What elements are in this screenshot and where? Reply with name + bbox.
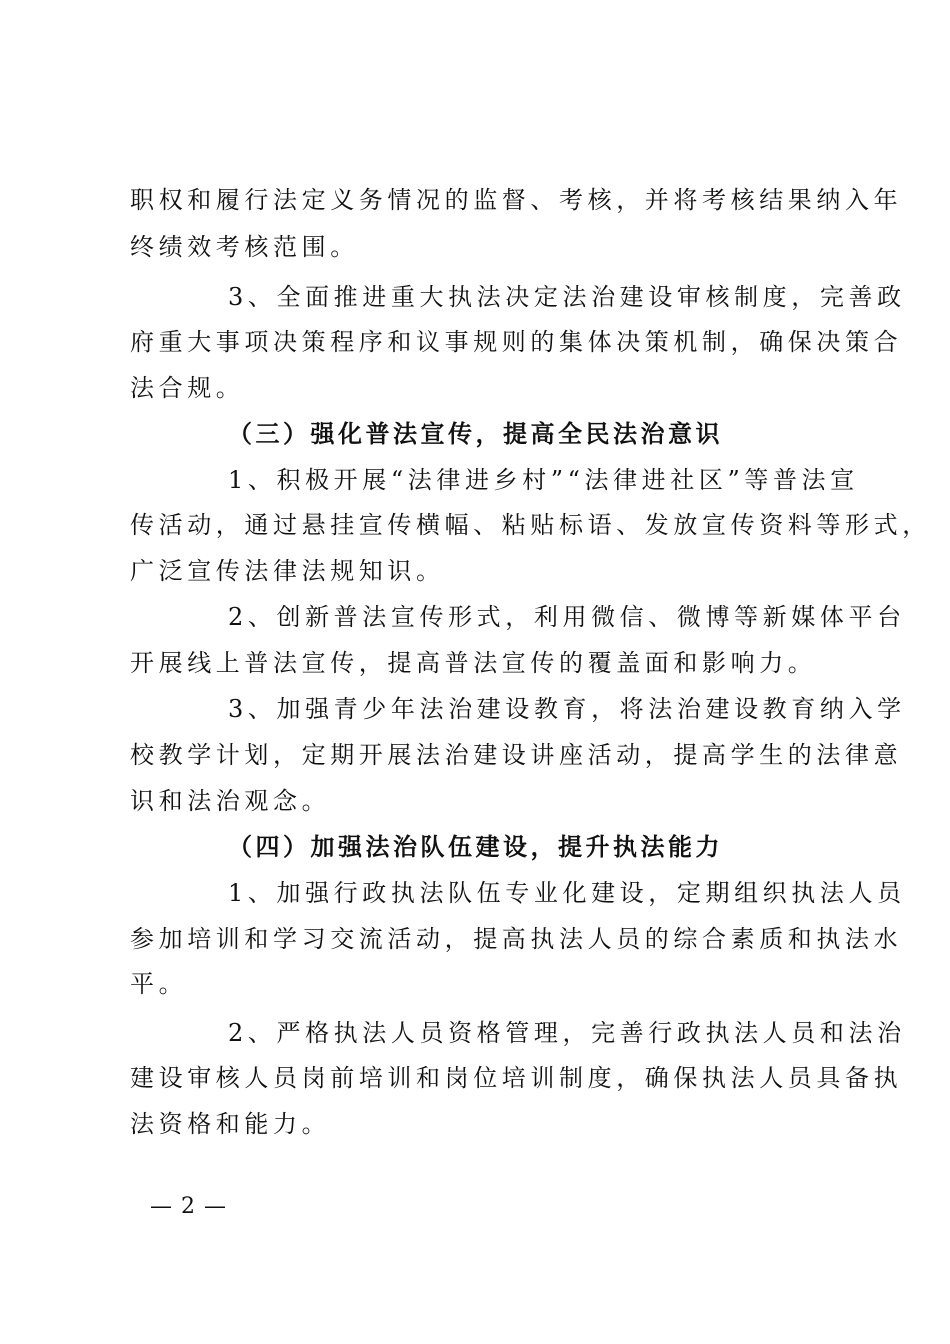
text-line: 3、加强青少年法治建设教育，将法治建设教育纳入学 [228, 695, 906, 723]
text-line: 1、加强行政执法队伍专业化建设，定期组织执法人员 [228, 879, 906, 907]
text-line: 参加培训和学习交流活动，提高执法人员的综合素质和执法水 [130, 925, 903, 953]
text-line: 府重大事项决策程序和议事规则的集体决策机制，确保决策合 [130, 328, 903, 356]
text-line: 法合规。 [130, 374, 245, 402]
text-line: 开展线上普法宣传，提高普法宣传的覆盖面和影响力。 [130, 649, 817, 677]
text-line: 终绩效考核范围。 [130, 233, 359, 261]
text-line: 平。 [130, 970, 188, 998]
text-line: 广泛宣传法律法规知识。 [130, 557, 445, 585]
page-number: — 2 — [150, 1194, 227, 1219]
text-line: 法资格和能力。 [130, 1110, 331, 1138]
text-line: 1、积极开展“法律进乡村”“法律进社区”等普法宣 [228, 466, 859, 494]
section-heading-3: （三）强化普法宣传，提高全民法治意识 [228, 419, 723, 448]
text-line: 3、全面推进重大执法决定法治建设审核制度，完善政 [228, 283, 906, 311]
text-line: 职权和履行法定义务情况的监督、考核，并将考核结果纳入年 [130, 186, 903, 214]
text-line: 建设审核人员岗前培训和岗位培训制度，确保执法人员具备执 [130, 1064, 903, 1092]
text-line: 2、创新普法宣传形式，利用微信、微博等新媒体平台 [228, 603, 906, 631]
text-line: 识和法治观念。 [130, 787, 331, 815]
section-heading-4: （四）加强法治队伍建设，提升执法能力 [228, 832, 723, 861]
text-line: 校教学计划，定期开展法治建设讲座活动，提高学生的法律意 [130, 741, 903, 769]
text-line: 传活动，通过悬挂宣传横幅、粘贴标语、发放宣传资料等形式， [130, 511, 931, 539]
text-line: 2、严格执法人员资格管理，完善行政执法人员和法治 [228, 1019, 906, 1047]
